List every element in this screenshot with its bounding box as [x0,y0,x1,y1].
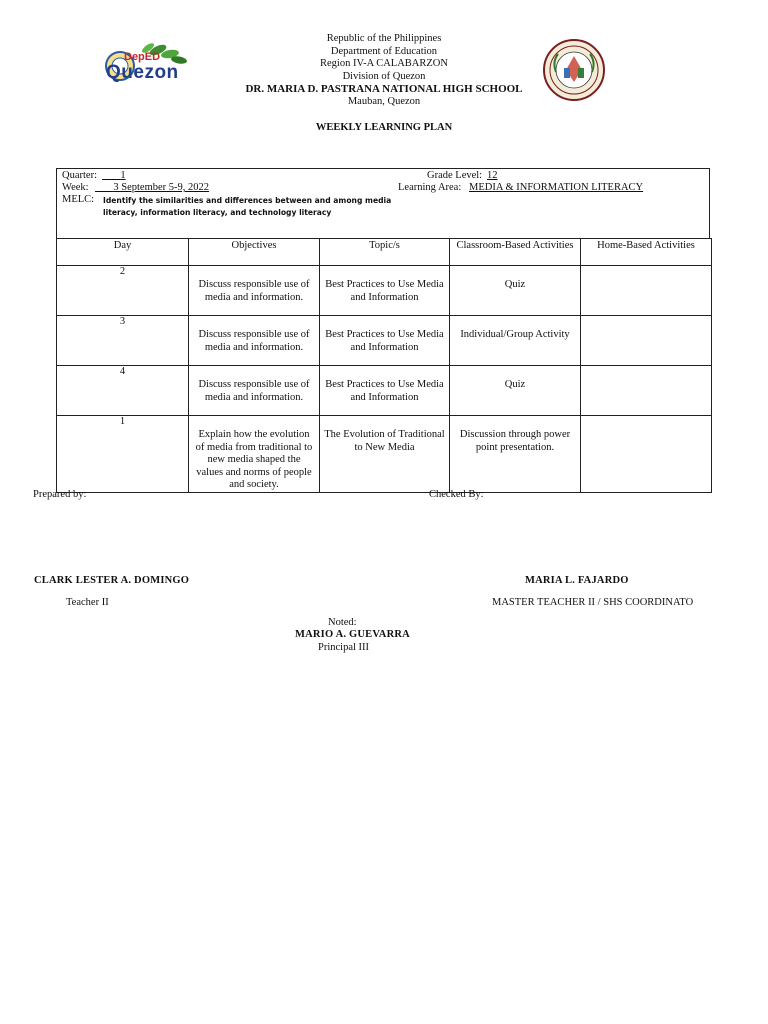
topic-cell: Best Practices to Use Media and Information [320,266,450,316]
melc-label: MELC: [62,194,95,205]
objective-cell: Explain how the evolution of media from traditional to new media shaped the values and norms of people and society. [189,416,320,493]
noted-label: Noted: [328,617,357,628]
home-activity-cell [581,416,712,493]
day-cell: 3 [57,316,189,366]
prepared-by-label: Prepared by: [33,489,87,500]
table-row [57,416,712,493]
header-department: Department of Education [330,45,438,57]
classroom-activity-cell: Discussion through power point presentation. [450,416,581,493]
home-activity-cell [581,266,712,316]
logo-deped-text: DepED [124,51,161,63]
table-row [57,316,712,366]
day-cell: 4 [57,366,189,416]
header-republic: Republic of the Philippines [326,33,442,44]
learning-area-label: Learning Area: [398,182,462,193]
header-classroom-activities: Classroom-Based Activities [450,239,581,266]
table-header-row [57,239,712,266]
week-label: Week: [62,182,89,193]
topic-cell: The Evolution of Traditional to New Media [320,416,450,493]
weekly-plan-table [56,238,712,493]
classroom-activity-cell: Quiz [450,366,581,416]
header-home-activities: Home-Based Activities [581,239,712,266]
grade-level-value: 12 [487,170,498,181]
logo-quezon-text: Quezon [106,62,179,83]
checker-title: MASTER TEACHER II / SHS COORDINATO [492,597,694,608]
page-title: WEEKLY LEARNING PLAN [315,122,453,133]
plan-info-box [56,168,710,238]
header-region: Region IV-A CALABARZON [320,58,448,69]
checked-by-label: Checked By: [429,489,484,500]
classroom-activity-cell: Quiz [450,266,581,316]
teacher-title: Teacher II [66,597,109,608]
checker-name: MARIA L. FAJARDO [525,575,629,586]
home-activity-cell [581,366,712,416]
learning-area-value: MEDIA & INFORMATION LITERACY [469,182,644,193]
topic-cell: Best Practices to Use Media and Information [320,316,450,366]
header-school-name: DR. MARIA D. PASTRANA NATIONAL HIGH SCHOOL [245,82,523,95]
header-objectives: Objectives [189,239,320,266]
day-cell: 1 [57,416,189,493]
teacher-name: CLARK LESTER A. DOMINGO [34,575,190,586]
day-cell: 2 [57,266,189,316]
classroom-activity-cell: Individual/Group Activity [450,316,581,366]
objective-cell: Discuss responsible use of media and information. [189,316,320,366]
header-division: Division of Quezon [342,70,426,82]
home-activity-cell [581,316,712,366]
week-value: 3 September 5-9, 2022 [113,182,210,193]
table-row [57,366,712,416]
quarter-value: 1 [120,170,126,181]
objective-cell: Discuss responsible use of media and information. [189,266,320,316]
principal-title: Principal III [318,642,370,653]
grade-level-label: Grade Level: [427,170,483,181]
melc-line-1: Identify the similarities and differences between and among media [103,196,392,205]
melc-line-2: literacy, information literacy, and technology literacy [103,208,332,217]
header-location: Mauban, Quezon [347,95,421,107]
quarter-label: Quarter: [62,170,97,181]
header-day: Day [57,239,189,266]
table-row [57,266,712,316]
header-topics: Topic/s [320,239,450,266]
topic-cell: Best Practices to Use Media and Information [320,366,450,416]
objective-cell: Discuss responsible use of media and information. [189,366,320,416]
principal-name: MARIO A. GUEVARRA [295,629,410,640]
